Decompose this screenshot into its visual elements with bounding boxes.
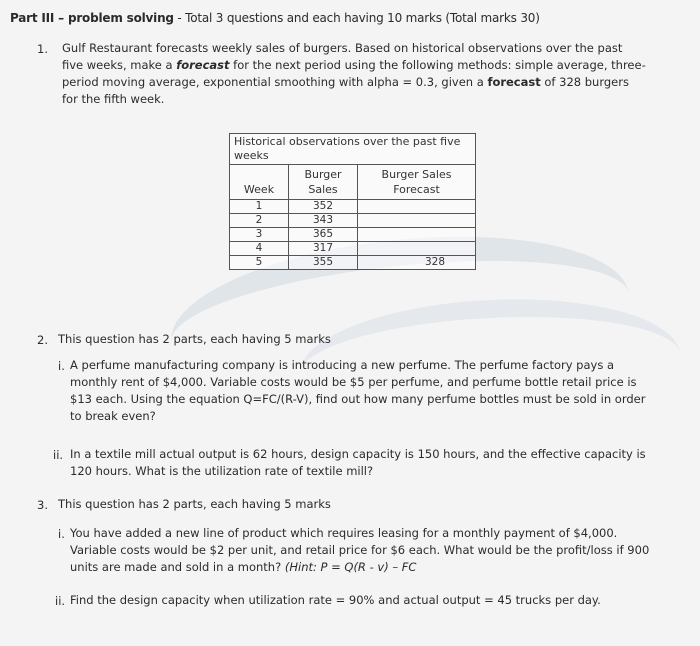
q3-part-ii: Find the design capacity when utilization rate = 90% and actual output = 45 trucks per day.: [70, 593, 601, 607]
table-row: 4 317: [230, 242, 476, 256]
q1-number: 1.: [37, 42, 48, 56]
q2-ii-label: ii.: [53, 448, 64, 462]
q3-intro: This question has 2 parts, each having 5 marks: [58, 497, 331, 511]
q3-part-i: You have added a new line of product which requires leasing for a monthly payment of $4,000. Variable costs would be $2 per unit, and retail price for $6 each. What would be the profit/loss if 900 units are made and sold in a month? (Hint: P = Q(R - v) – FC: [70, 526, 650, 574]
historical-observations-table: [229, 133, 476, 270]
q2-part-ii: In a textile mill actual output is 62 hours, design capacity is 150 hours, and the effective capacity is 120 hours. What is the utilization rate of textile mill?: [70, 447, 646, 478]
q2-i-label: i.: [58, 359, 65, 373]
q1-text: Gulf Restaurant forecasts weekly sales of burgers. Based on historical observations over the past five weeks, make a forecast for the next period using the following methods: simple average, three-period moving average, exponential smoothing with alpha = 0.3, given a forecast of 328 burgers for the fifth week.: [62, 41, 646, 106]
q3-ii-label: ii.: [55, 594, 66, 608]
q3-i-label: i.: [58, 527, 65, 541]
q2-part-i: A perfume manufacturing company is introducing a new perfume. The perfume factory pays a monthly rent of $4,000. Variable costs would be $5 per perfume, and perfume bottle retail price is $13 each. Using the equation Q=FC/(R-V), find out how many perfume bottles must be sold in order to break even?: [70, 358, 646, 423]
header-week: Week: [230, 165, 289, 200]
q3-number: 3.: [37, 498, 48, 512]
part-title: Part III – problem solving - Total 3 questions and each having 10 marks (Total marks 30): [10, 11, 540, 25]
header-burger-sales-forecast: Burger Sales Forecast: [358, 165, 476, 200]
table-row: 1 352: [230, 200, 476, 214]
table-row: 5 355 328: [230, 256, 476, 270]
header-burger-sales: Burger Sales: [289, 165, 358, 200]
q2-intro: This question has 2 parts, each having 5 marks: [58, 332, 331, 346]
table-caption: Historical observations over the past five weeks: [230, 134, 476, 165]
q2-number: 2.: [37, 333, 48, 347]
q3-hint: (Hint: P = Q(R - v) – FC: [284, 560, 417, 574]
table-row: 3 365: [230, 228, 476, 242]
table-row: 2 343: [230, 214, 476, 228]
